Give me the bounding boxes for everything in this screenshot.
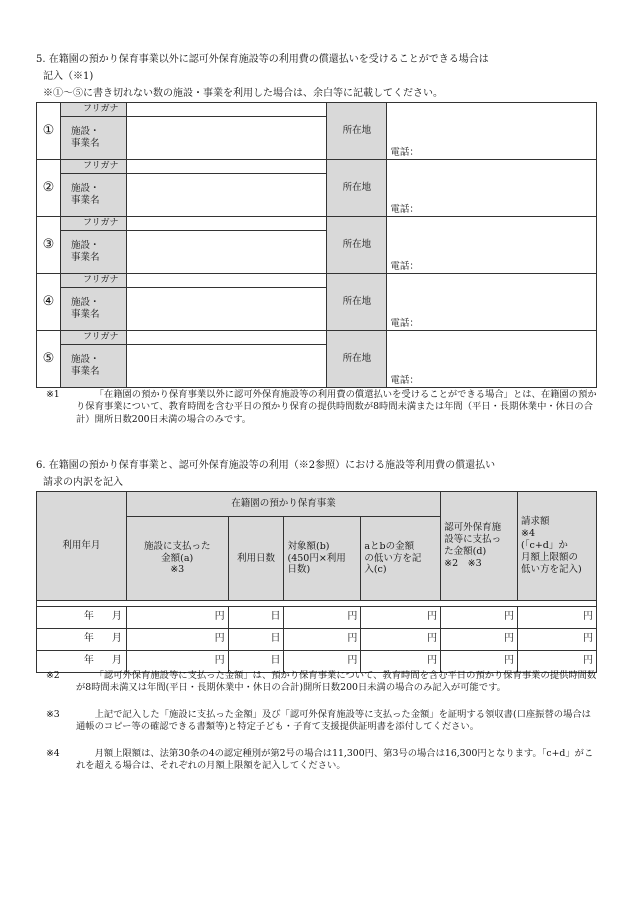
note-2 [46,670,598,708]
month-label: 月 [111,611,122,623]
location-field[interactable] [387,217,597,274]
amount-a-field[interactable] [126,607,228,629]
col-claim-line2: ※4 [521,528,536,540]
facility-name-field[interactable] [126,345,327,388]
facility-row [37,103,597,117]
days-field[interactable] [228,629,284,651]
location-field[interactable] [387,103,597,160]
month-label: 月 [111,655,122,667]
section6-title: 6. 在籍園の預かり保育事業と、認可外保育施設等の利用（※2参照）における施設等利用費の償還払い [36,460,496,471]
phone-label: 電話： [390,261,419,273]
year-label: 年 [83,655,94,667]
yen-unit: 円 [583,633,593,645]
furigana-label: フリガナ [60,217,126,231]
col-d-line2: 設等に支払っ [444,534,502,546]
year-label: 年 [83,611,94,623]
yen-unit: 円 [214,633,225,645]
col-d-line3: た金額(d) [444,546,487,557]
claim-row [37,629,597,651]
amount-b-field[interactable] [284,607,361,629]
amount-d-field[interactable] [441,629,518,651]
yen-unit: 円 [347,655,358,667]
yen-unit: 円 [427,633,438,645]
location-field[interactable] [387,274,597,331]
facility-table [36,102,597,388]
phone-label: 電話： [390,318,419,330]
facility-label-line2: 事業名 [70,252,100,263]
yen-unit: 円 [214,611,225,623]
facility-label-line2: 事業名 [70,366,100,377]
col-c-line3: 入(c) [364,564,387,576]
facility-name-label [60,231,126,274]
col-d-header [441,492,518,601]
facility-label-line2: 事業名 [70,309,100,320]
col-b-line3: 日数) [287,564,311,576]
section5-title: 5. 在籍園の預かり保育事業以外に認可外保育施設等の利用費の償還払いを受けることができる場合は [36,54,489,65]
facility-name-label [60,345,126,388]
yen-unit: 円 [504,611,515,623]
claim-amount-field[interactable] [518,607,597,629]
group-header: 在籍園の預かり保育事業 [126,492,440,517]
furigana-label: フリガナ [60,331,126,345]
facility-name-field[interactable] [126,117,327,160]
yen-unit: 円 [347,633,358,645]
facility-name-field[interactable] [126,231,327,274]
facility-name-label [60,117,126,160]
month-label: 月 [111,633,122,645]
note-4 [46,748,598,774]
yen-unit: 円 [583,655,593,667]
day-unit: 日 [270,633,281,645]
note-3-mark: ※3 [46,709,60,720]
row-number: ④ [37,274,61,331]
col-claim-line1: 請求額 [521,516,550,528]
row-number: ⑤ [37,331,61,388]
month-field[interactable] [37,629,127,651]
col-days-header: 利用日数 [228,517,284,601]
phone-label: 電話： [390,204,419,216]
amount-c-field[interactable] [361,629,441,651]
yen-unit: 円 [214,655,225,667]
amount-d-field[interactable] [441,607,518,629]
col-claim-line3: (「c+d」か [521,540,568,552]
facility-label-line1: 施設・ [70,296,100,308]
facility-label-line1: 施設・ [70,182,100,194]
location-label: 所在地 [327,331,387,388]
col-d-line4: ※2 ※3 [444,557,482,569]
year-label: 年 [83,633,94,645]
note-2-mark: ※2 [46,670,60,681]
note-2-text: 「認可外保育施設等に支払った金額」は、預かり保育事業について、教育時間を含む平日の預かり保育事業の提供時間数が8時間未満又は年間(平日・長期休業中・休日の合計)開所日数200日未満の場合のみ記入が可能です。 [76,670,597,694]
yen-unit: 円 [583,611,593,623]
facility-name-field[interactable] [126,174,327,217]
note-4-text: 月額上限額は、法第30条の4の認定種別が第2号の場合は11,300円、第3号の場合は16,300円となります。「c+d」がこれを超える場合は、それぞれの月額上限額を記入してください。 [76,748,594,772]
furigana-field[interactable] [126,331,327,345]
facility-row [37,331,597,345]
facility-name-field[interactable] [126,288,327,331]
yen-unit: 円 [504,633,515,645]
facility-label-line2: 事業名 [70,138,100,149]
location-field[interactable] [387,160,597,217]
furigana-field[interactable] [126,274,327,288]
furigana-field[interactable] [126,103,327,117]
claim-amount-field[interactable] [518,629,597,651]
claim-table [36,491,597,673]
col-c-line2: の低い方を記 [364,552,422,564]
note-4-mark: ※4 [46,748,60,759]
row-number: ① [37,103,61,160]
note-1-mark: ※1 [46,389,60,400]
row-number: ③ [37,217,61,274]
location-label: 所在地 [327,217,387,274]
note-3 [46,709,598,747]
furigana-field[interactable] [126,160,327,174]
facility-row [37,274,597,288]
location-label: 所在地 [327,160,387,217]
furigana-label: フリガナ [60,103,126,117]
facility-label-line2: 事業名 [70,195,100,206]
amount-c-field[interactable] [361,607,441,629]
claim-row [37,607,597,629]
col-b-line2: (450円×利用 [287,552,346,564]
col-claim-line5: 低い方を記入) [521,563,582,575]
phone-label: 電話： [390,375,419,387]
facility-label-line1: 施設・ [70,239,100,251]
note-3-text: 上記で記入した「施設に支払った金額」及び「認可外保育施設等に支払った金額」を証明する領収書(口座振替の場合は通帳のコピー等の確認できる書類等)と特定子ども・子育て支援提供証明書を添付してください。 [76,709,591,733]
col-a-line2: 金額(a) [161,552,194,564]
facility-name-label [60,288,126,331]
phone-label: 電話： [390,147,419,159]
section5-instruction: ※①～⑤に書き切れない数の施設・事業を利用した場合は、余白等に記載してください。 [43,88,443,99]
col-b-header [284,517,361,601]
facility-label-line1: 施設・ [70,353,100,365]
col-c-line1: aとbの金額 [364,540,415,552]
yen-unit: 円 [504,655,515,667]
day-unit: 日 [270,655,281,667]
col-a-header [126,517,228,601]
furigana-label: フリガナ [60,274,126,288]
yen-unit: 円 [427,611,438,623]
col-c-header [361,517,441,601]
furigana-label: フリガナ [60,160,126,174]
month-field[interactable] [37,607,127,629]
col-claim-line4: 月額上限額の [521,551,579,563]
facility-name-label [60,174,126,217]
location-label: 所在地 [327,103,387,160]
col-b-line1: 対象額(b) [287,540,330,552]
col-d-line1: 認可外保育施 [444,522,502,534]
furigana-field[interactable] [126,217,327,231]
col-a-line3: ※3 [170,564,185,576]
col-a-line1: 施設に支払った [143,540,211,552]
facility-row [37,160,597,174]
yen-unit: 円 [427,655,438,667]
row-number: ② [37,160,61,217]
facility-row [37,217,597,231]
location-field[interactable] [387,331,597,388]
col-claim-header [518,492,597,601]
section6-title-line2: 請求の内訳を記入 [43,477,123,488]
amount-a-field[interactable] [126,629,228,651]
amount-b-field[interactable] [284,629,361,651]
yen-unit: 円 [347,611,358,623]
location-label: 所在地 [327,274,387,331]
section5-title-line2: 記入（※1) [43,71,94,82]
days-field[interactable] [228,607,284,629]
facility-label-line1: 施設・ [70,125,100,137]
col-month-header: 利用年月 [37,492,127,601]
note-1-text: 「在籍園の預かり保育事業以外に認可外保育施設等の利用費の償還払いを受けることができる場合」とは、在籍園の預かり保育事業について、教育時間を含む平日の預かり保育の提供時間数が8時間未満または年間（平日・長期休業中・休日の合計）開所日数200日未満の場合のみです。 [76,389,597,425]
day-unit: 日 [270,611,281,623]
